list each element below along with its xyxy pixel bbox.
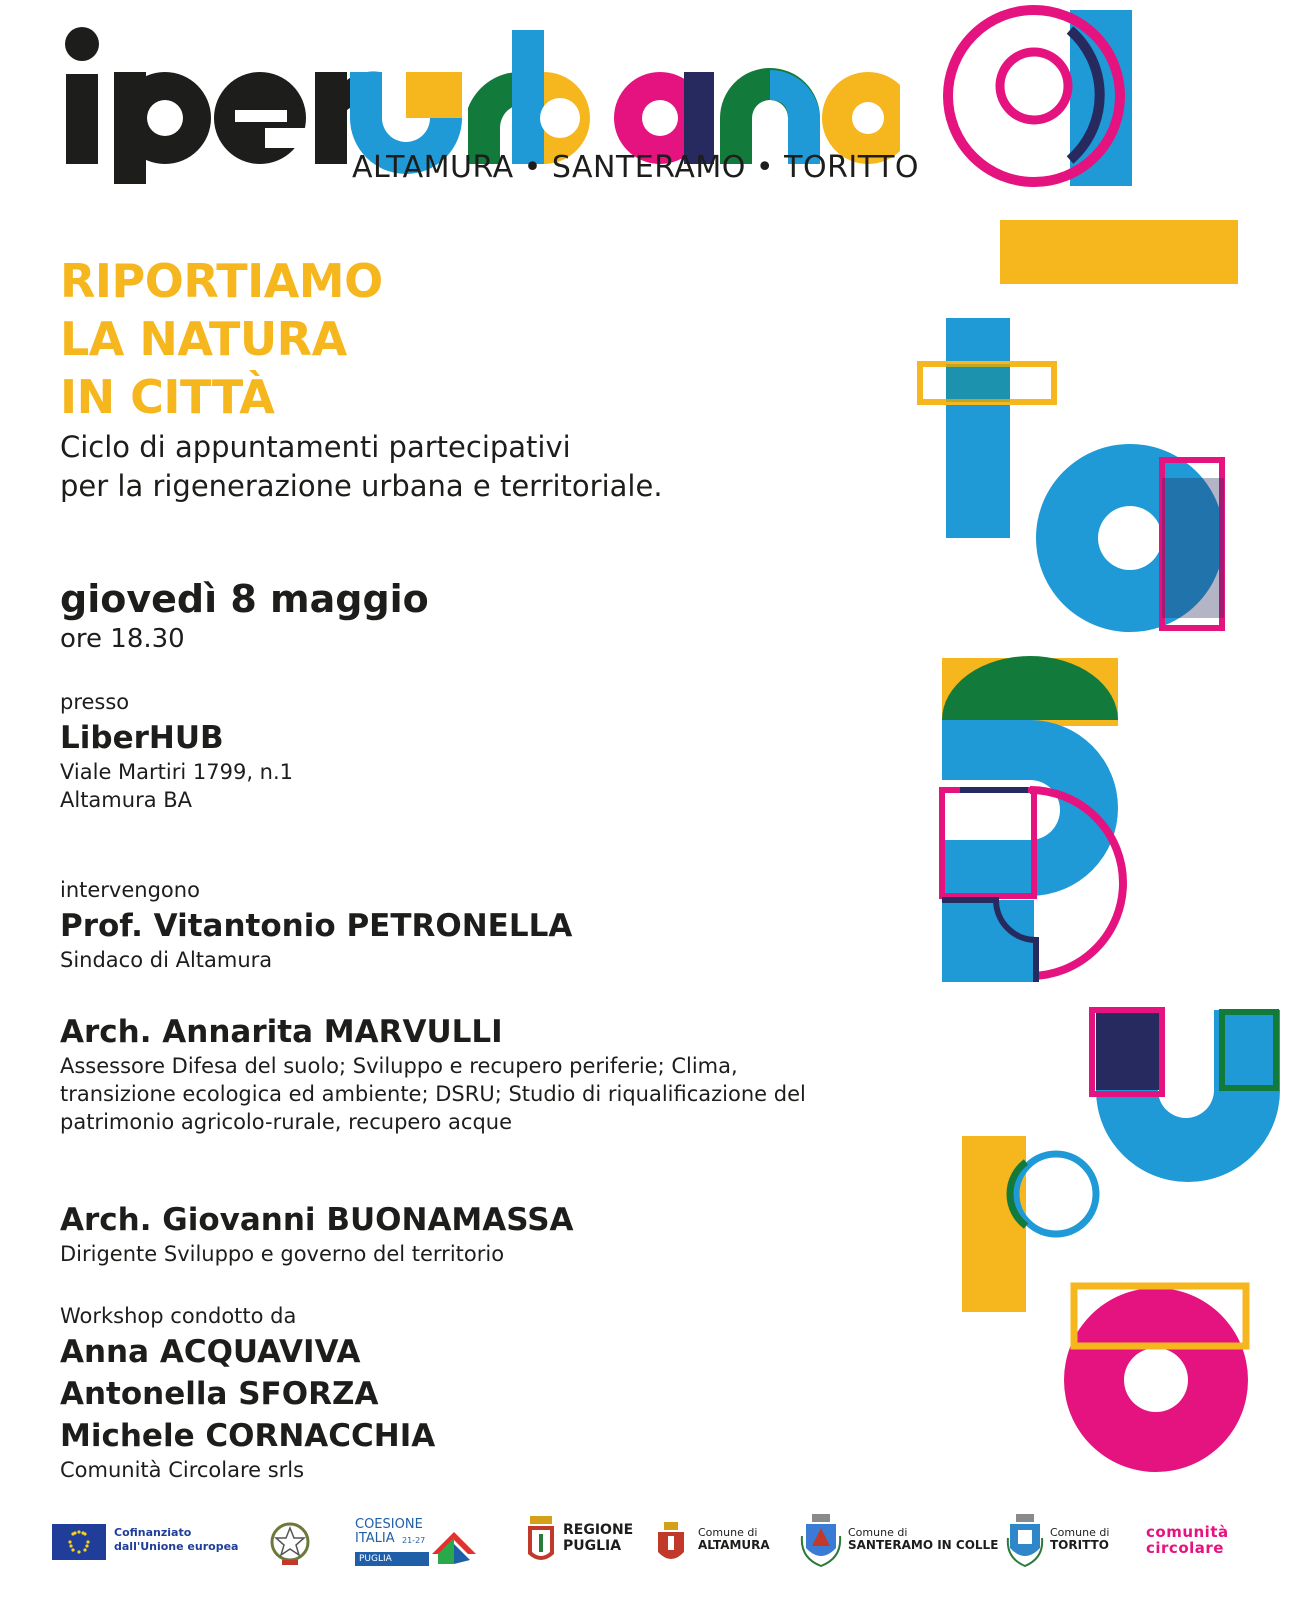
venue-address-2: Altamura BA [60,788,193,812]
regione-text-2: PUGLIA [563,1538,622,1554]
altamura-crest-icon [654,1522,688,1568]
event-time: ore 18.30 [60,624,185,654]
headline-line-1: RIPORTIAMO [60,254,383,308]
speaker-role: Dirigente Sviluppo e governo del territorio [60,1242,505,1266]
headline-line-2: LA NATURA [60,312,347,366]
santeramo-text-2: SANTERAMO IN COLLE [848,1538,999,1552]
eu-text-1: Cofinanziato [114,1526,192,1539]
footer-logos [0,1517,1307,1600]
toritto-text-2: TORITTO [1050,1538,1109,1552]
regione-text-1: REGIONE [563,1522,634,1538]
eu-flag-icon [52,1524,106,1560]
speaker-role-line: transizione ecologica ed ambiente; DSRU; Studio di riqualificazione del [60,1082,806,1106]
coesione-years: 21-27 [402,1536,426,1545]
coesione-text-2: ITALIA [355,1531,395,1546]
logo-text: iperurbano [60,18,66,19]
speakers-label: intervengono [60,878,200,902]
speaker-role: Sindaco di Altamura [60,948,273,972]
coesione-region: PUGLIA [355,1552,429,1566]
toritto-crest-icon [1006,1514,1044,1568]
subtitle-line-1: Ciclo di appuntamenti partecipativi [60,430,571,464]
santeramo-text-1: Comune di [848,1526,908,1539]
regione-puglia-crest-icon [526,1514,556,1570]
workshop-org: Comunità Circolare srls [60,1458,305,1482]
subtitle-line-2: per la rigenerazione urbana e territoriale. [60,469,663,503]
speaker-role-line: Assessore Difesa del suolo; Sviluppo e recupero periferie; Clima, [60,1054,738,1078]
workshop-name: Anna ACQUAVIVA [60,1334,361,1370]
eu-text-2: dall'Unione europea [114,1540,239,1553]
santeramo-crest-icon [800,1514,842,1568]
venue-address-1: Viale Martiri 1799, n.1 [60,760,294,784]
speaker-name: Arch. Annarita MARVULLI [60,1014,503,1050]
event-date: giovedì 8 maggio [60,577,429,621]
places-line: ALTAMURA • SANTERAMO • TORITTO [352,150,920,185]
speaker-name: Arch. Giovanni BUONAMASSA [60,1202,574,1238]
toritto-text-1: Comune di [1050,1526,1110,1539]
decorative-letters [900,0,1307,1520]
coesione-text-1: COESIONE [355,1517,423,1532]
speaker-name: Prof. Vitantonio PETRONELLA [60,908,573,944]
altamura-text-2: ALTAMURA [698,1538,770,1552]
headline [60,252,383,426]
italy-emblem-icon [268,1520,312,1568]
workshop-name: Antonella SFORZA [60,1376,379,1412]
venue-label: presso [60,690,130,714]
altamura-text-1: Comune di [698,1526,758,1539]
comunita-logo-text-2: circolare [1146,1539,1224,1557]
workshop-name: Michele CORNACCHIA [60,1418,436,1454]
subtitle [60,428,663,506]
coesione-arrow-icon [428,1524,480,1568]
workshop-label: Workshop condotto da [60,1304,297,1328]
comunita-logo-text-1: comunità [1146,1523,1229,1541]
headline-line-3: IN CITTÀ [60,370,275,424]
venue-name: LiberHUB [60,720,224,756]
speaker-role-line: patrimonio agricolo-rurale, recupero acque [60,1110,513,1134]
